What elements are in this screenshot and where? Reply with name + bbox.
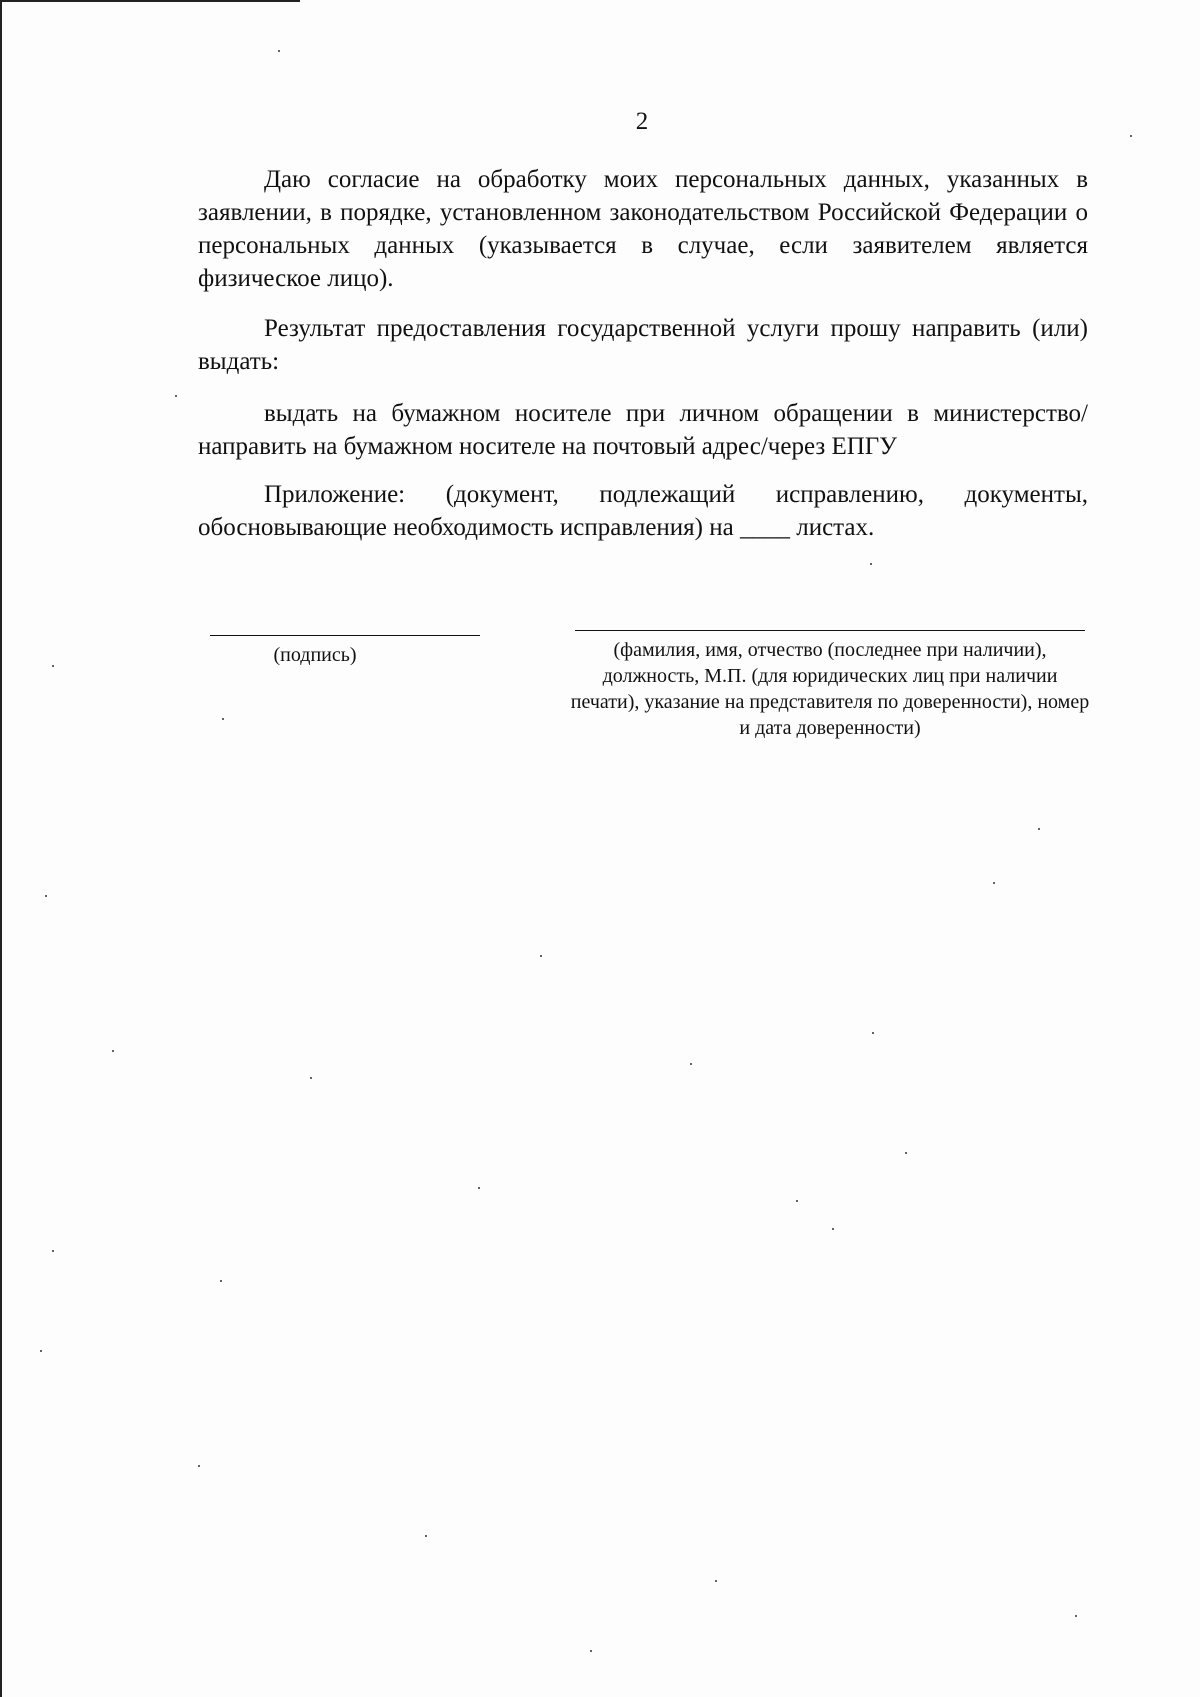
scan-speck (1130, 135, 1132, 137)
scan-edge-left (0, 0, 2, 1697)
scan-speck (52, 665, 54, 667)
scan-speck (870, 563, 872, 565)
signature-line (210, 635, 480, 636)
scan-speck (872, 1032, 874, 1034)
delivery-method-paragraph: выдать на бумажном носителе при личном обращении в министерство/ направить на бумажном носителе на почтовый адрес/через ЕПГУ (198, 400, 1088, 460)
scan-speck (52, 1250, 54, 1252)
page-number: 2 (635, 108, 649, 135)
scan-speck (590, 1650, 592, 1652)
scan-speck (425, 1535, 427, 1537)
name-position-caption: (фамилия, имя, отчество (последнее при наличии), должность, М.П. (для юридических лиц при наличии печати), указание на представителя по доверенности), номер и дата доверенности) (570, 639, 1090, 739)
scan-speck (112, 1050, 114, 1052)
scan-speck (40, 1350, 42, 1352)
scan-speck (198, 1465, 200, 1467)
scan-speck (832, 1228, 834, 1230)
scan-speck (310, 1077, 312, 1079)
scan-edge-top (0, 0, 300, 2)
scan-speck (478, 1187, 480, 1189)
scan-speck (278, 50, 280, 52)
scan-speck (220, 1280, 222, 1282)
scan-speck (993, 882, 995, 884)
scan-speck (45, 895, 47, 897)
scan-speck (796, 1200, 798, 1202)
scan-speck (905, 1152, 907, 1154)
attachment-paragraph: Приложение: (документ, подлежащий исправлению, документы, обосновывающие необходимость исправления) на ____ листах. (198, 481, 1088, 541)
scan-speck (540, 955, 542, 957)
consent-paragraph: Даю согласие на обработку моих персональных данных, указанных в заявлении, в порядке, установленном законодательством Российской Федерации о персональных данных (указывается в случае, если заявителем является физическое лицо). (198, 166, 1088, 292)
result-request-paragraph: Результат предоставления государственной услуги прошу направить (или) выдать: (198, 315, 1088, 375)
scan-speck (175, 395, 177, 397)
scan-speck (715, 1580, 717, 1582)
scan-speck (222, 718, 224, 720)
scan-speck (1075, 1615, 1077, 1617)
scan-speck (690, 1063, 692, 1065)
signature-caption: (подпись) (273, 644, 357, 666)
scan-speck (1038, 828, 1040, 830)
name-position-line (575, 630, 1085, 631)
